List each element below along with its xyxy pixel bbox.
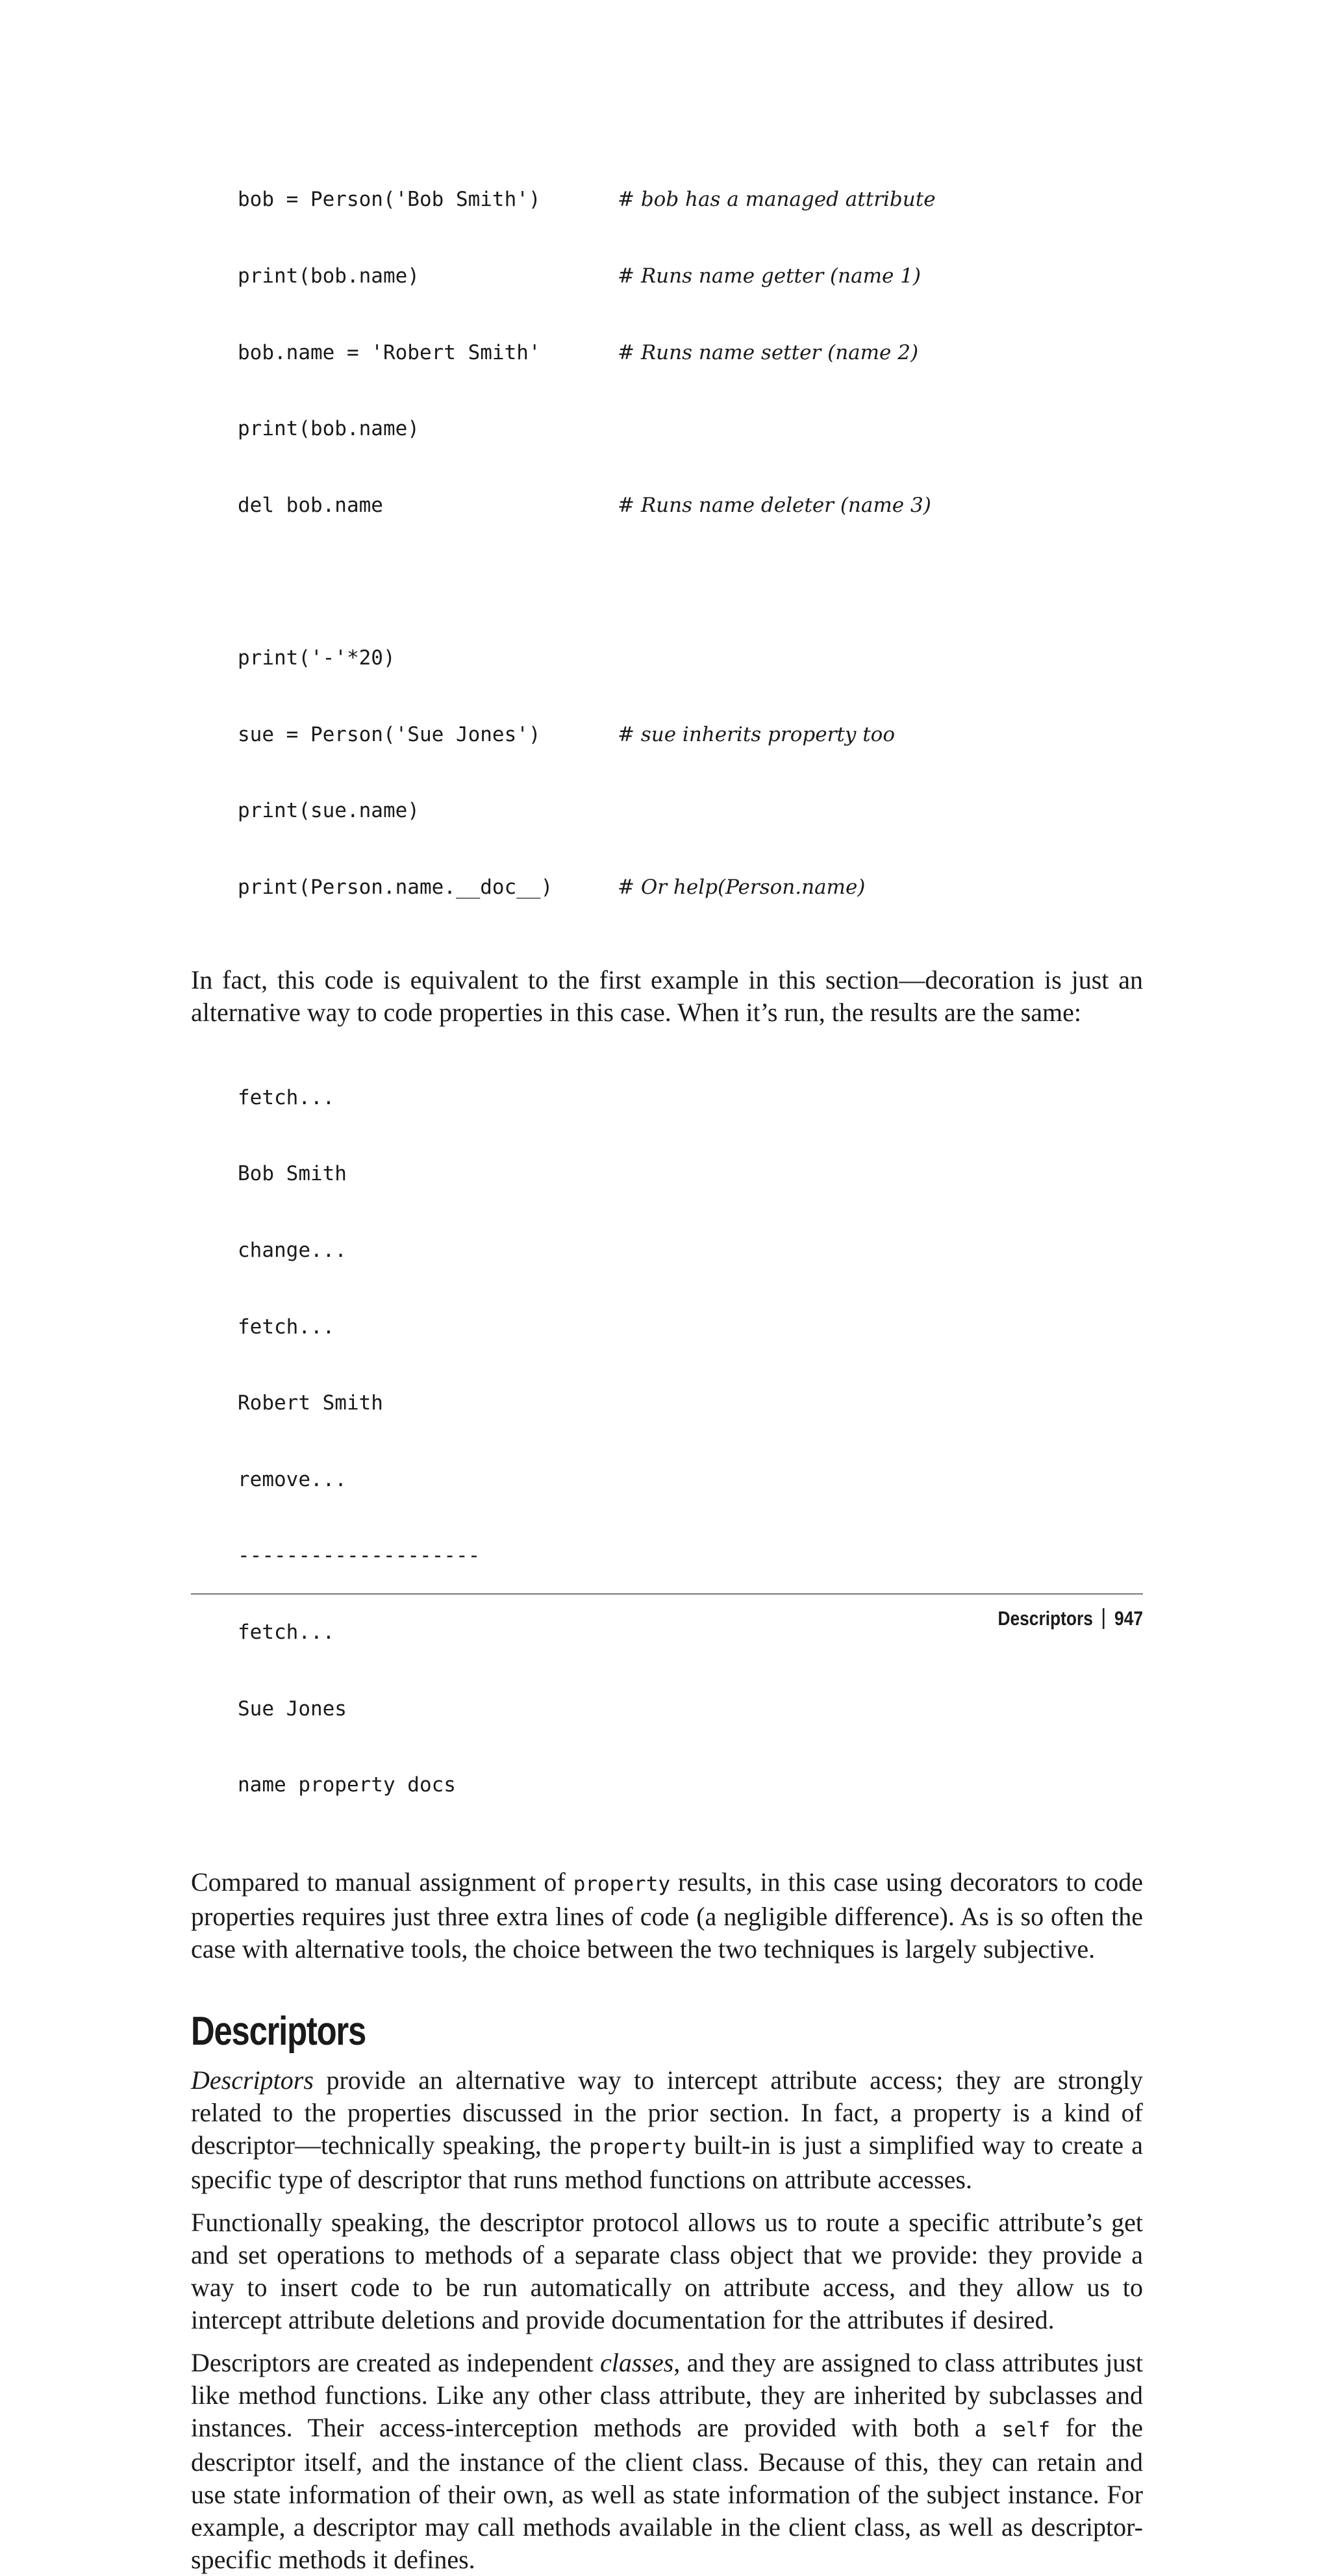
code-block-output (238, 1034, 1143, 1849)
output-line: fetch... (238, 1315, 335, 1339)
text-run: Compared to manual assignment of (191, 1867, 573, 1897)
code-text: bob.name = 'Robert Smith' (238, 340, 541, 364)
output-line: fetch... (238, 1085, 335, 1109)
code-comment: # Or help(Person.name) (618, 875, 866, 899)
footer-section-title: Descriptors (998, 1607, 1093, 1630)
page-footer (998, 1607, 1143, 1630)
output-line: name property docs (238, 1773, 456, 1797)
text-run: provide an alternative way to intercept attribute access; they are strongly related to the properties discussed in the prior section. In fact, a property is a kind of descriptor—technically speaking, the (191, 2065, 1143, 2160)
code-line (238, 187, 1143, 212)
footer-separator (1103, 1608, 1105, 1629)
code-line (238, 416, 1143, 442)
footer-rule (191, 1593, 1143, 1595)
code-line (238, 722, 1143, 748)
text-run: built-in is just a simplified way to create a specific type of descriptor that runs method functions on attribute accesses. (191, 2130, 1143, 2194)
paragraph-descriptor-protocol: Functionally speaking, the descriptor protocol allows us to route a specific attribute’s get and set operations to methods of a separate class object that we provide: they provide a way to insert code to be run automatically on attribute access, and they allow us to intercept attribute deletions and provide documentation for the attributes if desired. (191, 2207, 1143, 2334)
output-line: Bob Smith (238, 1162, 347, 1186)
output-line: Sue Jones (238, 1697, 347, 1721)
code-text: sue = Person('Sue Jones') (238, 722, 541, 746)
paragraph-descriptors-intro (191, 2064, 1143, 2196)
emphasis-text: classes (599, 2347, 674, 2377)
paragraph-equivalence: In fact, this code is equivalent to the first example in this section—decoration is just an alternative way to code properties in this case. When it’s run, the results are the same: (191, 965, 1143, 1028)
text-run: results, in this case using decorators to code properties requires just three extra lines of code (a negligible difference). As is so often the case with alternative tools, the choice between the two techniques is largely subjective. (191, 1867, 1143, 1964)
code-comment: # sue inherits property too (618, 722, 895, 746)
code-text: print(bob.name) (238, 417, 420, 441)
text-run: for the descriptor itself, and the instance of the client class. Because of this, they can retain and use state information of their own, as well as state information of the subject instance. For example, a descriptor may call methods available in the client class, as well as descriptor-specific methods it defines. (191, 2412, 1143, 2574)
output-line: -------------------- (238, 1544, 481, 1568)
page-number: 947 (1114, 1607, 1143, 1630)
page-content (191, 136, 1143, 2576)
output-line: remove... (238, 1467, 347, 1491)
code-comment: # Runs name getter (name 1) (618, 264, 921, 288)
paragraph-decorators-comparison (191, 1866, 1143, 1965)
code-line (238, 569, 1143, 594)
output-line: change... (238, 1238, 347, 1262)
text-run: , and they are assigned to class attributes just like method functions. Like any other class attribute, they are inherited by subclasses and instances. Their access-interception methods are provided with both a (191, 2347, 1143, 2442)
output-line: fetch... (238, 1620, 335, 1644)
code-line (238, 798, 1143, 824)
code-comment: # Runs name deleter (name 3) (618, 493, 931, 517)
code-text: del bob.name (238, 493, 383, 517)
inline-code: property (589, 2135, 686, 2159)
inline-code: property (573, 1872, 671, 1896)
code-comment: # Runs name setter (name 2) (618, 340, 919, 364)
code-text (238, 569, 618, 594)
inline-code: self (1001, 2418, 1051, 2442)
code-text: print(sue.name) (238, 799, 420, 823)
code-line (238, 875, 1143, 900)
code-block-property-usage (238, 136, 1143, 951)
code-line (238, 493, 1143, 518)
emphasis-text: Descriptors (191, 2065, 314, 2095)
output-line: Robert Smith (238, 1391, 383, 1415)
code-text: print(bob.name) (238, 264, 420, 288)
code-comment: # bob has a managed attribute (618, 188, 936, 212)
section-heading: Descriptors (191, 2008, 366, 2054)
code-text: bob = Person('Bob Smith') (238, 188, 541, 212)
code-line (238, 340, 1143, 366)
code-line (238, 264, 1143, 289)
code-text: print('-'*20) (238, 646, 395, 670)
paragraph-descriptor-classes (191, 2347, 1143, 2576)
code-text: print(Person.name.__doc__) (238, 875, 553, 899)
text-run: Descriptors are created as independent (191, 2347, 600, 2377)
code-line (238, 646, 1143, 671)
